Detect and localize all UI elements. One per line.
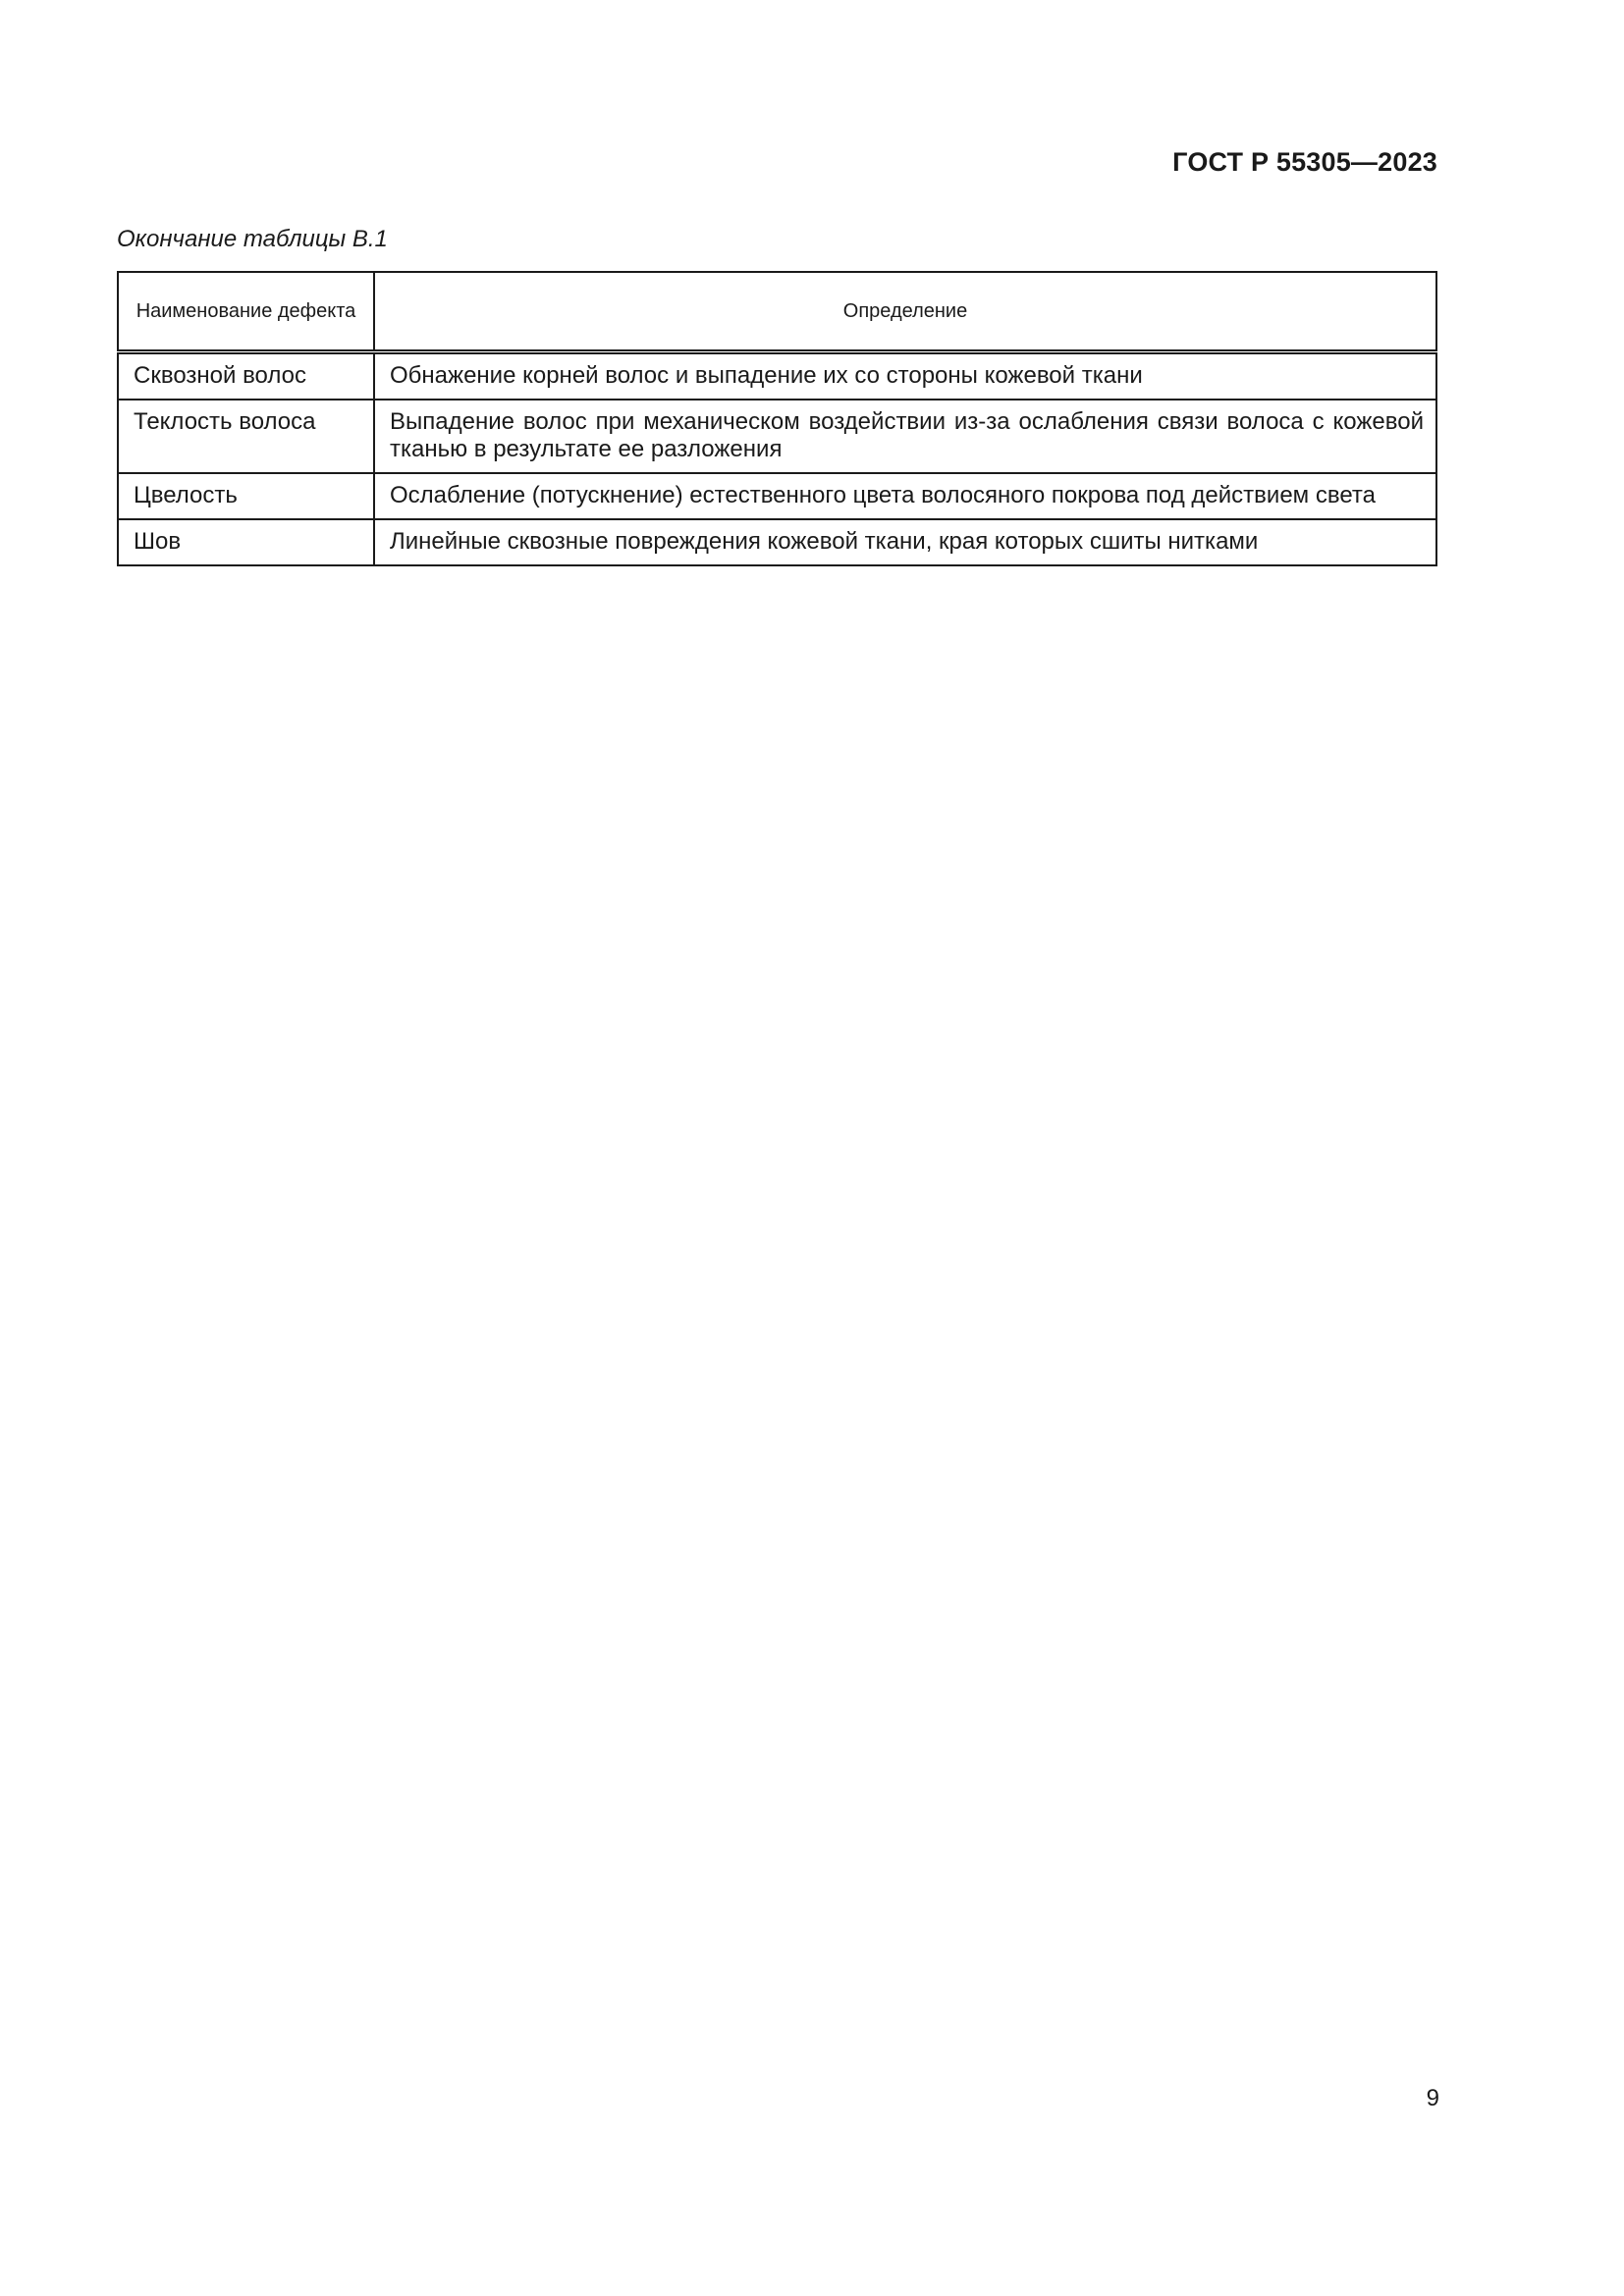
page-number: 9 [1426,2085,1439,2111]
defect-definition-cell: Линейные сквозные повреждения кожевой ткани, края которых сшиты нитками [374,519,1436,565]
table-caption: Окончание таблицы В.1 [117,226,388,252]
defect-name-cell: Теклость волоса [118,400,374,473]
table-header-row [118,272,1436,352]
defect-definition-cell: Ослабление (потускнение) естественного цвета волосяного покрова под действием света [374,473,1436,519]
defect-definition-cell: Обнажение корней волос и выпадение их со стороны кожевой ткани [374,352,1436,400]
table-row [118,519,1436,565]
table-row [118,473,1436,519]
column-header-defect-name: Наименование дефекта [118,272,374,352]
document-header-standard-number: ГОСТ Р 55305—2023 [1172,147,1437,177]
table-row [118,352,1436,400]
defect-definition-cell: Выпадение волос при механическом воздействии из-за ослабления связи волоса с кожевой тканью в результате ее разложения [374,400,1436,473]
defect-name-cell: Цвелость [118,473,374,519]
column-header-definition: Определение [374,272,1436,352]
table-row [118,400,1436,473]
defect-definitions-table [117,271,1437,566]
defect-name-cell: Сквозной волос [118,352,374,400]
defect-name-cell: Шов [118,519,374,565]
